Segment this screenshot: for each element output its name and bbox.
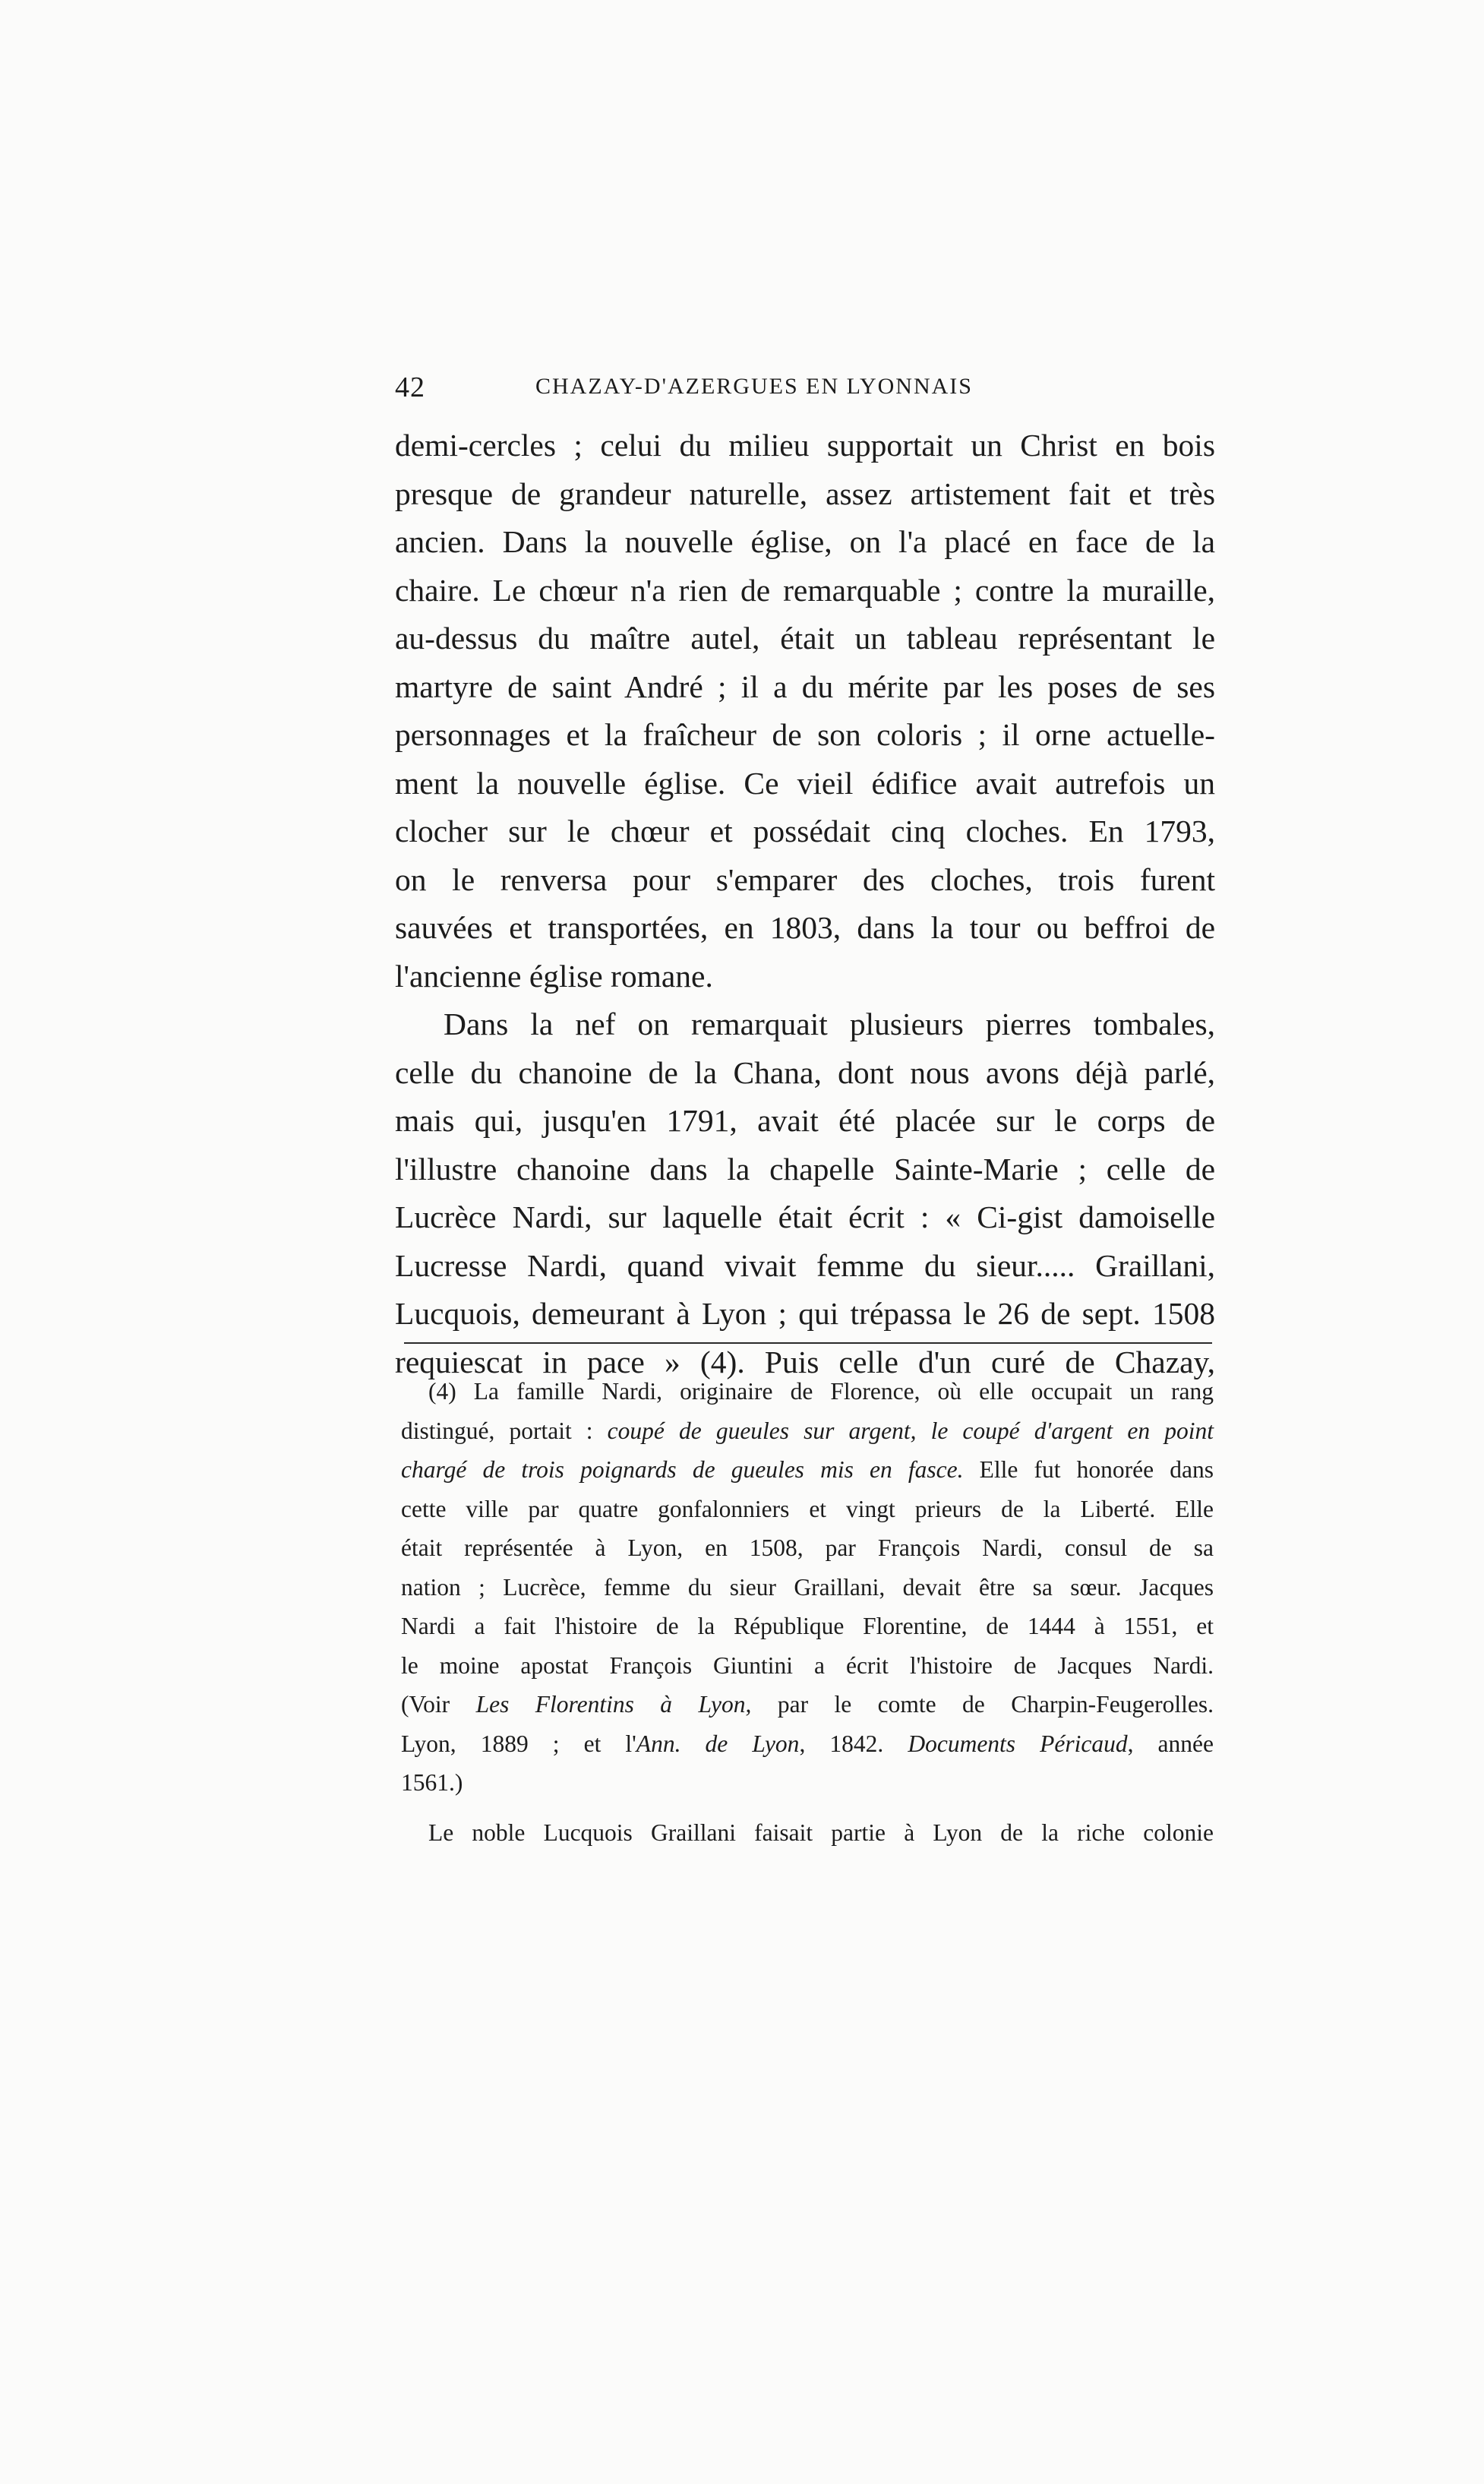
text-line: celle du chanoine de la Chana, dont nous avons déjà parlé,: [395, 1054, 1215, 1090]
footnote-line: [401, 1685, 1214, 1724]
footnote-italic-text: chargé de trois poignards de gueules mis en fasce.: [401, 1456, 964, 1483]
text-line: on le renversa pour s'emparer des cloches, trois furent: [395, 861, 1215, 897]
footnote-line: [401, 1450, 1214, 1490]
footnote-text: , 1842.: [799, 1730, 908, 1757]
text-line: Lucrèce Nardi, sur laquelle était écrit : « Ci-gist damoiselle: [395, 1199, 1215, 1234]
footnote-text: (Voir: [401, 1691, 476, 1718]
text-line: Lucresse Nardi, quand vivait femme du sieur..... Graillani,: [395, 1247, 1215, 1283]
text-line: presque de grandeur naturelle, assez artistement fait et très: [395, 476, 1215, 511]
footnote-line: [401, 1724, 1214, 1764]
footnote-italic-text: Documents Péricaud: [908, 1730, 1128, 1757]
text-line: mais qui, jusqu'en 1791, avait été placée sur le corps de: [395, 1103, 1215, 1138]
footnote-gap: [401, 1803, 1214, 1813]
footnote-italic-text: coupé de gueules sur argent, le coupé d'argent en point: [607, 1417, 1214, 1444]
text-line: Lucquois, demeurant à Lyon ; qui trépassa le 26 de sept. 1508: [395, 1296, 1215, 1331]
text-line: personnages et la fraîcheur de son coloris ; il orne actuelle-: [395, 717, 1215, 752]
text-line: requiescat in pace » (4). Puis celle d'un curé de Chazay,: [395, 1344, 1215, 1379]
footnote-text: distingué, portait :: [401, 1417, 608, 1444]
text-line: Dans la nef on remarquait plusieurs pierres tombales,: [444, 1007, 1215, 1041]
text-line: clocher sur le chœur et possédait cinq cloches. En 1793,: [395, 814, 1215, 849]
footnote-text: par le comte de Charpin-Feugerolles.: [751, 1691, 1214, 1718]
footnote-italic-text: Les Florentins à Lyon,: [475, 1691, 752, 1718]
text-line: l'ancienne église romane.: [395, 958, 713, 994]
text-line: au-dessus du maître autel, était un tableau représentant le: [395, 621, 1215, 656]
footnote-italic-text: Ann. de Lyon: [636, 1730, 800, 1757]
footnotes: [401, 1372, 1214, 1852]
running-title: CHAZAY-D'AZERGUES EN LYONNAIS: [535, 374, 973, 399]
footnote-line: 1561.): [401, 1769, 463, 1796]
footnote-separator: [404, 1342, 1212, 1344]
text-line: ment la nouvelle église. Ce vieil édifice avait autrefois un: [395, 765, 1215, 801]
footnote-text: , année: [1127, 1730, 1214, 1757]
footnote-line: Le noble Lucquois Graillani faisait partie à Lyon de la riche colonie: [428, 1819, 1214, 1846]
page-number: 42: [395, 371, 425, 403]
text-line: l'illustre chanoine dans la chapelle Sainte-Marie ; celle de: [395, 1151, 1215, 1187]
footnote-line: nation ; Lucrèce, femme du sieur Graillani, devait être sa sœur. Jacques: [401, 1573, 1214, 1601]
text-line: martyre de saint André ; il a du mérite par les poses de ses: [395, 668, 1215, 704]
footnote-line: était représentée à Lyon, en 1508, par François Nardi, consul de sa: [401, 1534, 1214, 1561]
footnote-text: Lyon, 1889 ; et l': [401, 1730, 636, 1757]
footnote-line: [401, 1411, 1214, 1451]
text-line: demi-cercles ; celui du milieu supportait un Christ en bois: [395, 428, 1215, 463]
page-header: [395, 371, 1215, 409]
footnote-text: Elle fut honorée dans: [963, 1456, 1214, 1483]
text-line: sauvées et transportées, en 1803, dans la tour ou beffroi de: [395, 910, 1215, 945]
text-line: chaire. Le chœur n'a rien de remarquable ; contre la muraille,: [395, 572, 1215, 608]
footnote-line: le moine apostat François Giuntini a écrit l'histoire de Jacques Nardi.: [401, 1651, 1214, 1679]
footnote-line: Nardi a fait l'histoire de la République Florentine, de 1444 à 1551, et: [401, 1613, 1214, 1639]
footnote-line: cette ville par quatre gonfalonniers et vingt prieurs de la Liberté. Elle: [401, 1495, 1214, 1522]
footnote-line: (4) La famille Nardi, originaire de Florence, où elle occupait un rang: [428, 1378, 1214, 1405]
text-line: ancien. Dans la nouvelle église, on l'a placé en face de la: [395, 524, 1215, 559]
main-text: [395, 422, 1215, 1386]
